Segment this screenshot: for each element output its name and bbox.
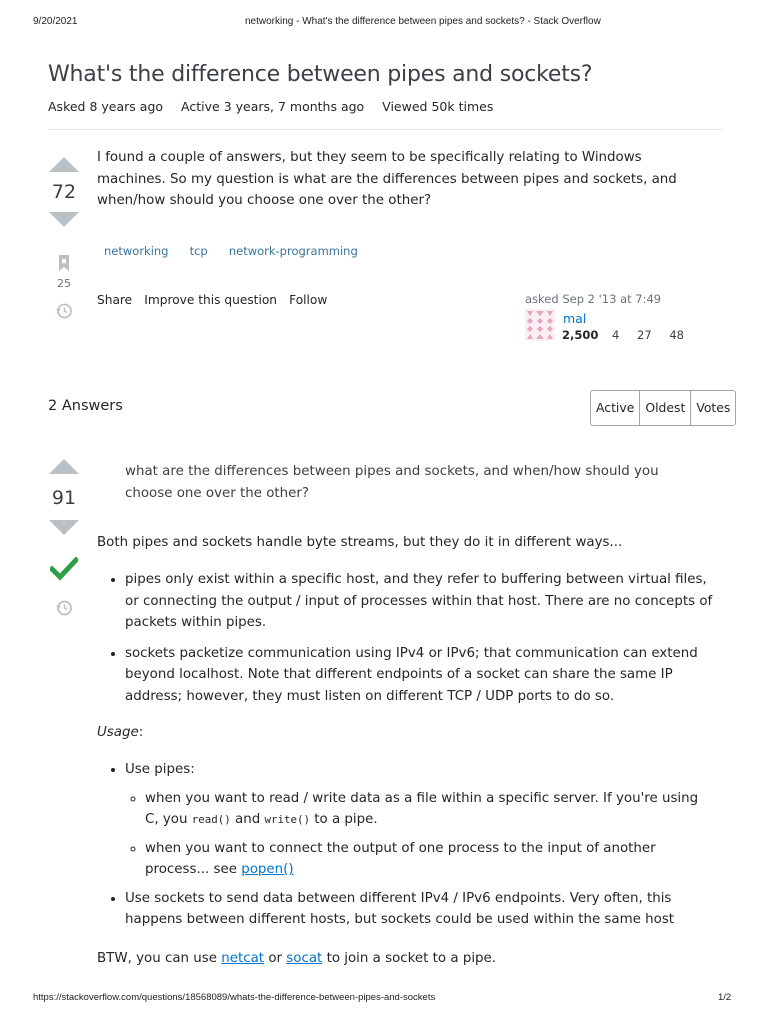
question-body: I found a couple of answers, but they seem to be specifically relating to Windows machines. So my question is what are the differences between pipes and sockets, and when/how should you choose one over the other? xyxy=(97,150,677,208)
btw-end: to join a socket to a pipe. xyxy=(326,951,497,966)
answer-sort-tabs xyxy=(590,390,736,426)
list-item: • sockets packetize communication using IPv4 or IPv6; that communication can extend beyond localhost. Note that different endpoints of a socket can share the same IP address; however, they must listen on different TCP / UDP ports to do so. xyxy=(125,643,715,708)
answer-upvote-icon[interactable] xyxy=(49,459,79,474)
improve-question-link[interactable]: Improve this question xyxy=(144,293,278,307)
question-title[interactable]: What's the difference between pipes and sockets? xyxy=(48,62,593,87)
pipes-reason-1-and: and xyxy=(235,812,261,827)
answer-downvote-icon[interactable] xyxy=(49,520,79,535)
share-link[interactable]: Share xyxy=(97,293,133,307)
question-meta xyxy=(48,99,507,114)
use-pipes-text: Use pipes: xyxy=(125,762,195,777)
pipes-reason-1: when you want to read / write data as a file within a specific server. If you're using C, you xyxy=(145,790,699,827)
upvote-icon[interactable] xyxy=(49,157,79,172)
list-item xyxy=(125,759,715,881)
accepted-check-icon xyxy=(50,557,78,581)
silver-badge-count: 27 xyxy=(637,328,652,342)
user-stats xyxy=(562,328,684,342)
socat-link[interactable]: socat xyxy=(286,951,323,966)
tag-networking[interactable]: networking xyxy=(104,244,169,258)
user-avatar[interactable] xyxy=(525,309,555,341)
gold-badge-count: 4 xyxy=(612,328,620,342)
print-page-number: 1/2 xyxy=(718,992,732,1003)
answer-history-icon[interactable] xyxy=(55,599,73,617)
question-vote-column xyxy=(47,157,81,227)
bookmark-icon[interactable] xyxy=(57,254,71,272)
tag-network-programming[interactable]: network-programming xyxy=(228,244,358,258)
btw-or: or xyxy=(268,951,283,966)
bookmark-count: 25 xyxy=(57,277,71,290)
answer-score: 91 xyxy=(51,487,77,509)
print-page-title: networking - What's the difference between pipes and sockets? - Stack Overflow xyxy=(245,16,601,27)
downvote-icon[interactable] xyxy=(49,212,79,227)
bronze-badge-count: 48 xyxy=(669,328,684,342)
print-url: https://stackoverflow.com/questions/18568089/whats-the-difference-between-pipes-and-sockets xyxy=(33,992,436,1003)
netcat-link[interactable]: netcat xyxy=(221,951,265,966)
active-value[interactable]: 3 years, 7 months ago xyxy=(223,99,365,114)
answer-vote-column xyxy=(47,459,81,535)
list-item: • pipes only exist within a specific host, and they refer to buffering between virtual files, or connecting the output / input of processes within that host. There are no concepts of packets within pipes. xyxy=(125,569,715,634)
sort-oldest-tab[interactable]: Oldest xyxy=(640,391,691,425)
follow-link[interactable]: Follow xyxy=(289,293,328,307)
pipes-reason-2: when you want to connect the output of one process to the input of another process... see xyxy=(145,840,656,877)
question-tags xyxy=(104,240,374,259)
usage-label xyxy=(97,722,143,744)
tag-tcp[interactable]: tcp xyxy=(189,244,208,258)
usage-list xyxy=(105,759,715,931)
asked-label: Asked xyxy=(48,99,86,114)
answer-blockquote: what are the differences between pipes and sockets, and when/how should you choose one over the other? xyxy=(125,464,659,501)
user-name[interactable]: mal xyxy=(563,311,587,326)
asked-time: asked Sep 2 '13 at 7:49 xyxy=(525,292,662,306)
sort-votes-tab[interactable]: Votes xyxy=(696,400,731,415)
question-score: 72 xyxy=(51,181,77,203)
btw-paragraph xyxy=(97,948,496,970)
active-label: Active xyxy=(181,99,220,114)
list-item xyxy=(145,838,715,881)
viewed-label: Viewed xyxy=(382,99,428,114)
list-item: • Use sockets to send data between different IPv4 / IPv6 endpoints. Very often, this happens between different hosts, but sockets could be used within the same host xyxy=(125,888,715,931)
btw-text: BTW, you can use xyxy=(97,951,217,966)
code-read: read() xyxy=(191,813,231,826)
asked-value: 8 years ago xyxy=(89,99,164,114)
list-item xyxy=(145,788,715,831)
sort-active-tab[interactable]: Active xyxy=(591,391,640,425)
viewed-value: 50k times xyxy=(431,99,494,114)
usage-text: Usage xyxy=(97,725,139,740)
print-date: 9/20/2021 xyxy=(33,16,78,27)
answers-heading: 2 Answers xyxy=(48,398,123,414)
question-actions xyxy=(97,289,334,308)
pipes-reason-1-end: to a pipe. xyxy=(314,812,378,827)
user-reputation: 2,500 xyxy=(562,328,599,342)
code-write: write() xyxy=(264,813,310,826)
answer-intro: Both pipes and sockets handle byte streams, but they do it in different ways... xyxy=(97,535,623,550)
divider xyxy=(48,129,722,130)
history-icon[interactable] xyxy=(55,302,73,320)
usage-colon: : xyxy=(138,725,144,740)
answer-bullet-list xyxy=(105,569,715,707)
popen-link[interactable]: popen() xyxy=(241,862,294,877)
